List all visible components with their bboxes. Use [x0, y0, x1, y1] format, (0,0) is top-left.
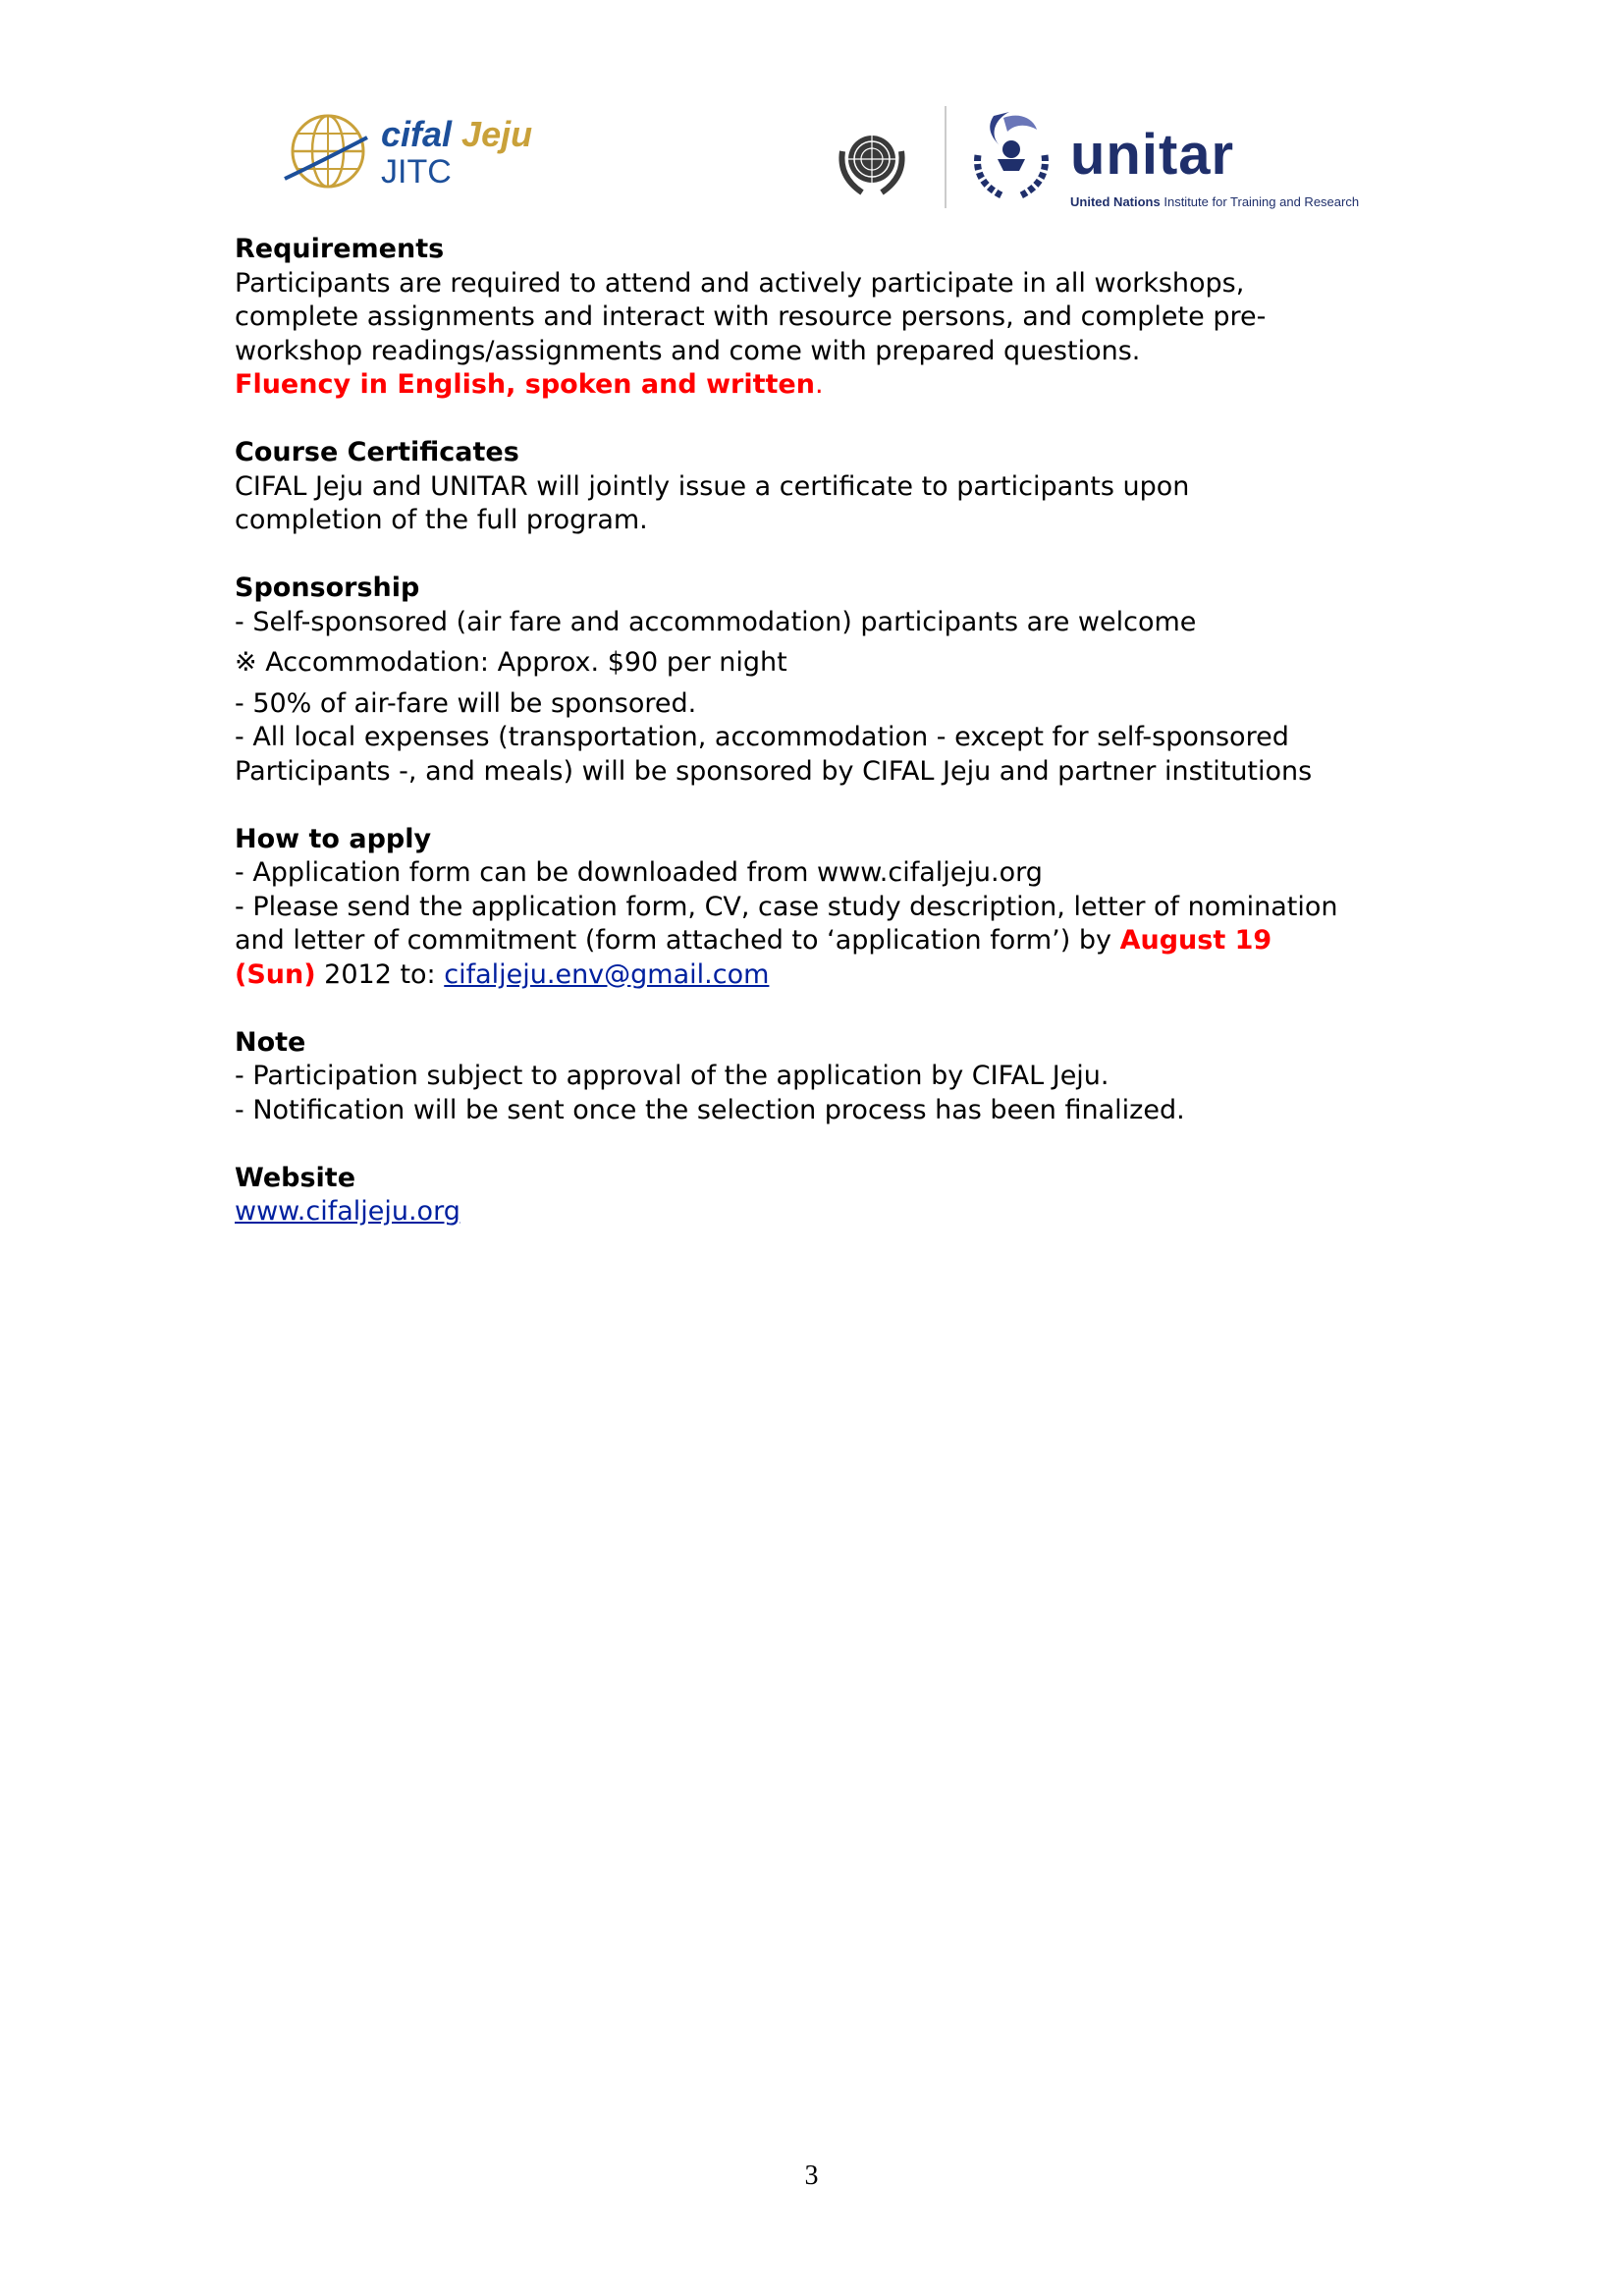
unitar-logo-word: unitar	[1070, 123, 1235, 187]
page-number: 3	[804, 2160, 819, 2191]
sponsorship-line: ※ Accommodation: Approx. $90 per night	[235, 647, 787, 678]
how-to-apply-heading: How to apply	[235, 823, 432, 854]
sponsorship-section	[235, 572, 1393, 789]
certificates-line: CIFAL Jeju and UNITAR will jointly issue a certificate to participants upon	[235, 470, 1190, 502]
website-line	[235, 1195, 1393, 1230]
globe-icon	[283, 110, 369, 196]
website-link[interactable]: www.cifaljeju.org	[235, 1196, 460, 1227]
fluency-requirement: Fluency in English, spoken and written	[235, 369, 815, 400]
website-section	[235, 1162, 1393, 1230]
note-line: - Notification will be sent once the selection process has been finalized.	[235, 1094, 1185, 1125]
certificates-line: completion of the full program.	[235, 505, 648, 535]
requirements-line: complete assignments and interact with resource persons, and complete pre-	[235, 301, 1267, 332]
apply-line: - Please send the application form, CV, case study description, letter of nomination	[235, 891, 1338, 922]
requirements-heading: Requirements	[235, 234, 445, 264]
requirements-line: workshop readings/assignments and come with prepared questions.	[235, 335, 1141, 366]
email-link[interactable]: cifaljeju.env@gmail.com	[444, 958, 770, 990]
cifal-logo-subtitle: JITC	[381, 153, 452, 191]
sponsorship-line: Participants -, and meals) will be sponsored by CIFAL Jeju and partner institutions	[235, 755, 1313, 787]
sponsorship-line: - Self-sponsored (air fare and accommodation) participants are welcome	[235, 606, 1197, 637]
cifal-jeju-logo	[283, 110, 568, 196]
note-section	[235, 1026, 1393, 1128]
sponsorship-line: - All local expenses (transportation, accommodation - except for self-sponsored	[235, 722, 1289, 752]
how-to-apply-section	[235, 823, 1393, 993]
certificates-section	[235, 436, 1393, 538]
website-heading: Website	[235, 1162, 356, 1193]
unitar-logo-tagline: United Nations Institute for Training and Research	[1070, 194, 1360, 209]
document-body	[235, 233, 1393, 1263]
logo-divider	[945, 106, 947, 208]
requirements-line: Participants are required to attend and actively participate in all workshops,	[235, 267, 1245, 299]
requirements-section	[235, 233, 1393, 403]
apply-line: and letter of commitment (form attached to ‘application form’) by August 19	[235, 925, 1272, 956]
unitar-emblem-icon	[964, 106, 1055, 202]
note-line: - Participation subject to approval of the application by CIFAL Jeju.	[235, 1061, 1109, 1091]
sponsorship-heading: Sponsorship	[235, 573, 420, 603]
certificates-heading: Course Certificates	[235, 437, 519, 467]
note-heading: Note	[235, 1026, 306, 1058]
apply-line: - Application form can be downloaded from www.cifaljeju.org	[235, 857, 1043, 888]
deadline-day: (Sun)	[235, 958, 316, 990]
cifal-logo-name: cifal Jeju	[381, 114, 533, 154]
united-nations-emblem-icon	[833, 122, 911, 200]
deadline-date: August 19	[1119, 925, 1272, 956]
unitar-logo	[964, 106, 1396, 212]
requirements-fluency-line: Fluency in English, spoken and written.	[235, 369, 824, 400]
sponsorship-line: - 50% of air-fare will be sponsored.	[235, 687, 697, 719]
apply-line: (Sun) 2012 to: cifaljeju.env@gmail.com	[235, 958, 770, 990]
